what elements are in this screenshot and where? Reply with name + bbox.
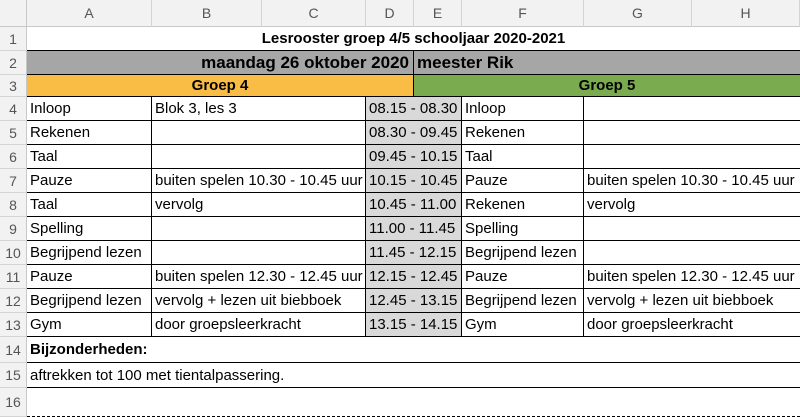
g4-note-cell[interactable]: vervolg + lezen uit biebboek [152, 289, 366, 313]
row-header-5[interactable]: 5 [0, 121, 27, 145]
g5-subject-cell[interactable]: Rekenen [462, 121, 584, 145]
g5-subject-cell[interactable]: Rekenen [462, 193, 584, 217]
g4-note-cell[interactable] [152, 121, 366, 145]
row-header-16[interactable]: 16 [0, 388, 27, 417]
g5-note-cell[interactable]: vervolg [584, 193, 800, 217]
row-header-2[interactable]: 2 [0, 51, 27, 75]
g5-note-cell[interactable]: buiten spelen 10.30 - 10.45 uur [584, 169, 800, 193]
g5-note-cell[interactable] [584, 145, 800, 169]
column-header-h[interactable]: H [692, 0, 800, 27]
row-header-1[interactable]: 1 [0, 27, 27, 51]
time-cell[interactable]: 10.45 - 11.00 [366, 193, 462, 217]
row-header-11[interactable]: 11 [0, 265, 27, 289]
g4-subject-cell[interactable]: Begrijpend lezen [27, 289, 152, 313]
group5-header[interactable]: Groep 5 [414, 75, 800, 97]
g5-subject-cell[interactable]: Pauze [462, 265, 584, 289]
time-cell[interactable]: 11.00 - 11.45 [366, 217, 462, 241]
time-cell[interactable]: 08.15 - 08.30 [366, 97, 462, 121]
date-cell[interactable]: maandag 26 oktober 2020 [27, 51, 414, 75]
g4-subject-cell[interactable]: Pauze [27, 169, 152, 193]
row-header-3[interactable]: 3 [0, 75, 27, 97]
g5-note-cell[interactable] [584, 121, 800, 145]
g5-note-cell[interactable] [584, 97, 800, 121]
row-header-13[interactable]: 13 [0, 313, 27, 337]
column-header-b[interactable]: B [152, 0, 262, 27]
g4-subject-cell[interactable]: Pauze [27, 265, 152, 289]
special-heading[interactable]: Bijzonderheden: [27, 337, 800, 363]
time-cell[interactable]: 08.30 - 09.45 [366, 121, 462, 145]
g4-note-cell[interactable] [152, 217, 366, 241]
g5-note-cell[interactable]: buiten spelen 12.30 - 12.45 uur [584, 265, 800, 289]
g5-subject-cell[interactable]: Begrijpend lezen [462, 289, 584, 313]
g4-note-cell[interactable] [152, 145, 366, 169]
g4-subject-cell[interactable]: Gym [27, 313, 152, 337]
g5-note-cell[interactable]: vervolg + lezen uit biebboek [584, 289, 800, 313]
g5-subject-cell[interactable]: Gym [462, 313, 584, 337]
row-header-12[interactable]: 12 [0, 289, 27, 313]
g4-subject-cell[interactable]: Spelling [27, 217, 152, 241]
g5-subject-cell[interactable]: Taal [462, 145, 584, 169]
column-header-e[interactable]: E [414, 0, 462, 27]
row-header-9[interactable]: 9 [0, 217, 27, 241]
g5-subject-cell[interactable]: Pauze [462, 169, 584, 193]
row-header-14[interactable]: 14 [0, 337, 27, 363]
group4-header[interactable]: Groep 4 [27, 75, 414, 97]
g4-note-cell[interactable]: buiten spelen 12.30 - 12.45 uur [152, 265, 366, 289]
g4-note-cell[interactable]: buiten spelen 10.30 - 10.45 uur [152, 169, 366, 193]
g4-subject-cell[interactable]: Rekenen [27, 121, 152, 145]
g5-subject-cell[interactable]: Inloop [462, 97, 584, 121]
g4-note-cell[interactable]: Blok 3, les 3 [152, 97, 366, 121]
g4-subject-cell[interactable]: Taal [27, 145, 152, 169]
g5-note-cell[interactable] [584, 217, 800, 241]
teacher-cell[interactable]: meester Rik [414, 51, 800, 75]
row-header-7[interactable]: 7 [0, 169, 27, 193]
row-header-8[interactable]: 8 [0, 193, 27, 217]
row-header-15[interactable]: 15 [0, 363, 27, 388]
g4-subject-cell[interactable]: Begrijpend lezen [27, 241, 152, 265]
time-cell[interactable]: 12.15 - 12.45 [366, 265, 462, 289]
g5-subject-cell[interactable]: Begrijpend lezen [462, 241, 584, 265]
g4-note-cell[interactable]: vervolg [152, 193, 366, 217]
column-header-g[interactable]: G [584, 0, 692, 27]
time-cell[interactable]: 12.45 - 13.15 [366, 289, 462, 313]
g4-subject-cell[interactable]: Inloop [27, 97, 152, 121]
empty-row-16[interactable] [27, 388, 800, 417]
time-cell[interactable]: 10.15 - 10.45 [366, 169, 462, 193]
row-header-4[interactable]: 4 [0, 97, 27, 121]
g4-subject-cell[interactable]: Taal [27, 193, 152, 217]
g5-subject-cell[interactable]: Spelling [462, 217, 584, 241]
column-header-f[interactable]: F [462, 0, 584, 27]
column-header-c[interactable]: C [262, 0, 366, 27]
row-header-10[interactable]: 10 [0, 241, 27, 265]
g5-note-cell[interactable]: door groepsleerkracht [584, 313, 800, 337]
time-cell[interactable]: 13.15 - 14.15 [366, 313, 462, 337]
g4-note-cell[interactable]: door groepsleerkracht [152, 313, 366, 337]
time-cell[interactable]: 09.45 - 10.15 [366, 145, 462, 169]
column-header-d[interactable]: D [366, 0, 414, 27]
time-cell[interactable]: 11.45 - 12.15 [366, 241, 462, 265]
g5-note-cell[interactable] [584, 241, 800, 265]
sheet-title[interactable]: Lesrooster groep 4/5 schooljaar 2020-2021 [27, 27, 800, 51]
column-header-a[interactable]: A [27, 0, 152, 27]
g4-note-cell[interactable] [152, 241, 366, 265]
special-text[interactable]: aftrekken tot 100 met tientalpassering. [27, 363, 800, 388]
row-header-6[interactable]: 6 [0, 145, 27, 169]
select-all-corner[interactable] [0, 0, 27, 27]
